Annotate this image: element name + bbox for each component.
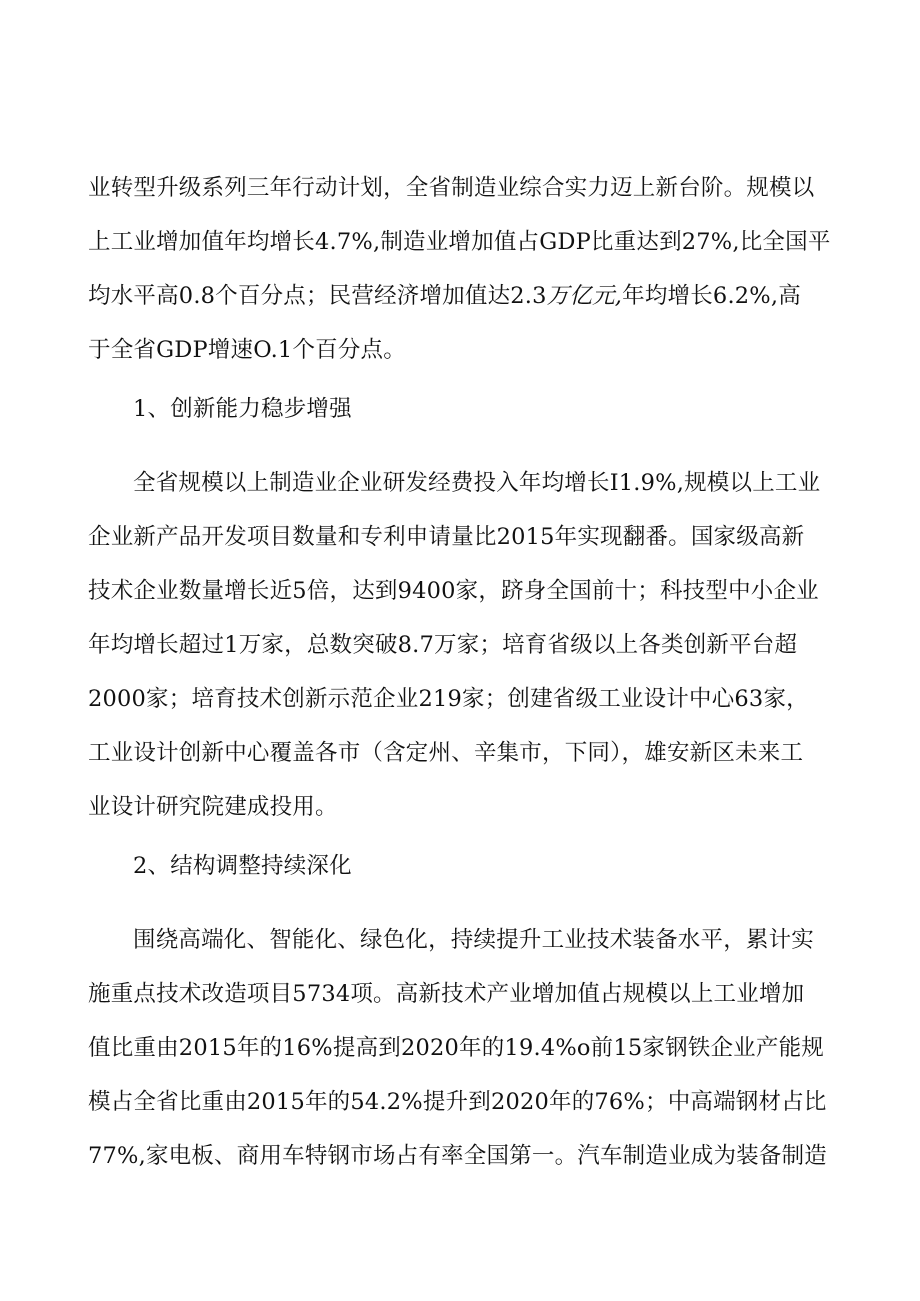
section-heading-2: 2、结构调整持续深化 xyxy=(133,853,352,879)
paragraph-3-line-3: 值比重由2015年的16%提高到2020年的19.4%o前15家钢铁企业产能规 xyxy=(88,1035,824,1061)
paragraph-2-line-6: 工业设计创新中心覆盖各市（含定州、辛集市，下同），雄安新区未来工 xyxy=(88,740,804,766)
paragraph-3-line-2: 施重点技术改造项目5734项。高新技术产业增加值占规模以上工业增加 xyxy=(88,981,805,1007)
paragraph-1-line-4: 于全省GDP增速O.1个百分点。 xyxy=(88,337,406,363)
paragraph-2-line-4: 年均增长超过1万家，总数突破8.7万家；培育省级以上各类创新平台超 xyxy=(88,632,798,658)
paragraph-1-line-3 xyxy=(88,281,801,311)
paragraph-2-line-7: 业设计研究院建成投用。 xyxy=(88,794,338,820)
paragraph-3-line-1: 围绕高端化、智能化、绿色化，持续提升工业技术装备水平，累计实 xyxy=(133,927,815,953)
paragraph-2-line-1: 全省规模以上制造业企业研发经费投入年均增长I1.9%,规模以上工业 xyxy=(133,470,821,496)
paragraph-3-line-4: 模占全省比重由2015年的54.2%提升到2020年的76%；中高端钢材占比 xyxy=(88,1089,827,1115)
paragraph-3-line-5: 77%,家电板、商用车特钢市场占有率全国第一。汽车制造业成为装备制造 xyxy=(88,1143,827,1169)
paragraph-2-line-2: 企业新产品开发项目数量和专利申请量比2015年实现翻番。国家级高新 xyxy=(88,524,805,550)
paragraph-1-line-3-post: 年均增长6.2%,高 xyxy=(622,283,801,309)
section-heading-1: 1、创新能力稳步增强 xyxy=(133,396,352,422)
paragraph-2-line-3: 技术企业数量增长近5倍，达到9400家，跻身全国前十；科技型中小企业 xyxy=(88,578,819,604)
paragraph-1-line-1: 业转型升级系列三年行动计划，全省制造业综合实力迈上新台阶。规模以 xyxy=(88,175,815,201)
paragraph-1-line-3-pre: 均水平高0.8个百分点；民营经济增加值达2.3 xyxy=(88,283,547,309)
paragraph-1-line-2: 上工业增加值年均增长4.7%,制造业增加值占GDP比重达到27%,比全国平 xyxy=(88,229,831,255)
paragraph-2-line-5: 2000家；培育技术创新示范企业219家；创建省级工业设计中心63家， xyxy=(88,686,809,712)
paragraph-1-line-3-italic: 万亿元, xyxy=(546,283,623,309)
